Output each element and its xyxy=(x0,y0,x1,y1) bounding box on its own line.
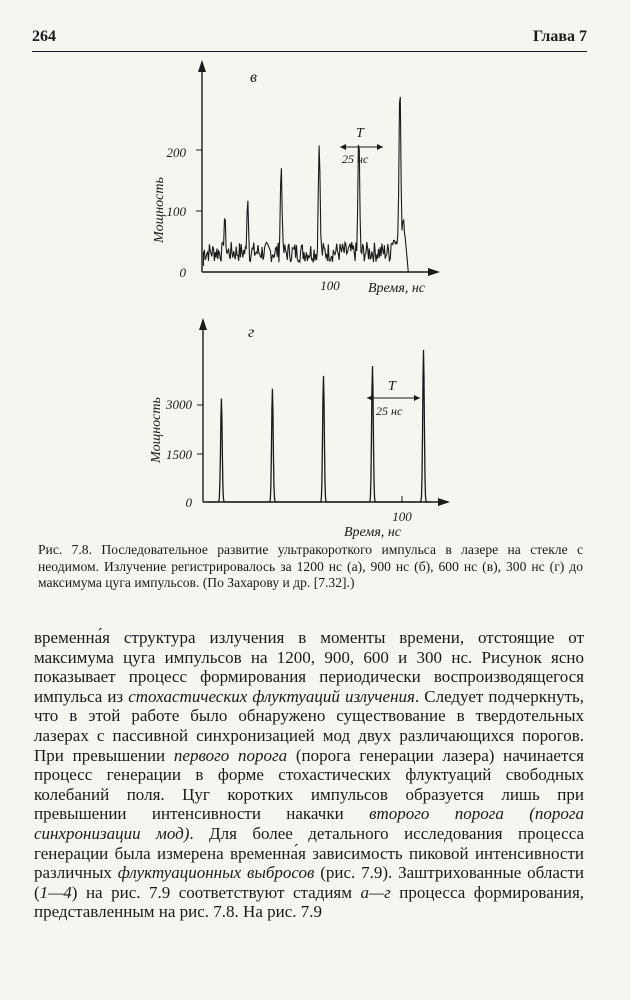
period-value-g: 25 нс xyxy=(376,404,403,418)
body-text-italic: стохастических флуктуаций излучения xyxy=(128,686,415,706)
body-text-run: процесса формирования, представленным на рис. 7.8. На рис. 7.9 xyxy=(34,882,585,922)
body-text-italic: 1—4 xyxy=(39,882,72,902)
body-text-run: (порога генерации лазера) начинается процесс генерации в форме стохастических флуктуаций свободных колебаний поля. Цуг коротких импульсов образуется лишь при превышении интенсивности накачки xyxy=(34,745,584,824)
x-tick-label-g-100: 100 xyxy=(392,509,412,524)
body-text-italic: флуктуационных выбросов xyxy=(117,863,315,883)
figure-caption xyxy=(38,542,583,592)
body-text-run: ) на рис. 7.9 соответствуют стадиям xyxy=(71,882,361,902)
signal-trace-g xyxy=(207,350,432,502)
period-value-v: 25 нс xyxy=(342,152,369,166)
y-tick-label-g-1500: 1500 xyxy=(166,447,192,462)
body-text-italic: а—г xyxy=(360,882,391,902)
period-arrowhead-left-g xyxy=(367,395,373,401)
panel-letter-v: в xyxy=(250,69,257,86)
y-axis-label-v: Мощность xyxy=(152,177,167,243)
signal-trace-v xyxy=(204,97,409,272)
period-label-v: T xyxy=(356,126,364,141)
body-paragraph xyxy=(34,628,584,922)
page-number: 264 xyxy=(32,28,56,45)
body-text-run: . Для более детального исследования процесса генерации была измерена временна́я зависимость пиковой интенсивности различных xyxy=(34,823,584,883)
x-axis-label-v: Время, нс xyxy=(368,281,426,296)
y-tick-label-g-3000: 3000 xyxy=(166,397,192,412)
y-axis-arrow-v xyxy=(198,60,206,72)
body-text-italic: первого порога xyxy=(173,745,288,765)
y-tick-label-v-0: 0 xyxy=(179,265,186,280)
period-arrowhead-left-v xyxy=(340,144,346,150)
chart-panel-v xyxy=(152,60,440,296)
body-text-run: . Следует подчеркнуть, что в этой работе было обнаружено существование в твердотельных лазерах с пассивной синхронизацией мод двух различающихся порогов. При превышении xyxy=(34,686,585,765)
x-axis-arrow-v xyxy=(428,268,440,276)
x-tick-label-v-100: 100 xyxy=(320,278,340,293)
period-arrowhead-right-v xyxy=(377,144,383,150)
x-axis-arrow-g xyxy=(438,498,450,506)
caption-text: Последовательное развитие ультракороткого импульса в лазере на стекле с неодимом. Излучение регистрировалось за 1200 нс (а), 900 нс (б), 600 нс (в), 300 нс (г) до максимума цуга импульсов. (По Захарову и др. [7.32].) xyxy=(38,542,583,590)
period-label-g: T xyxy=(388,379,396,394)
chart-panel-g xyxy=(149,318,450,540)
period-arrowhead-right-g xyxy=(414,395,420,401)
chapter-title: Глава 7 xyxy=(533,28,587,45)
panel-letter-g: г xyxy=(248,324,255,341)
y-axis-label-g: Мощность xyxy=(149,397,164,463)
caption-label: Рис. 7.8. xyxy=(38,542,93,557)
y-tick-label-v-100: 100 xyxy=(166,204,186,219)
body-text-run: временна́я структура излучения в моменты времени, отстоящие от максимума цуга импульсов на 1200, 900, 600 и 300 нс. Рисунок ясно показывает процесс формирования периодически воспроизводящегося импульса из xyxy=(34,628,584,706)
x-axis-label-g: Время, нс xyxy=(344,525,402,540)
y-tick-label-v-200: 200 xyxy=(166,145,186,160)
y-tick-label-g-0: 0 xyxy=(185,495,192,510)
body-text-run: (рис. 7.9). Заштрихованные области ( xyxy=(34,863,584,902)
body-text-italic: второго порога (порога синхронизации мод) xyxy=(34,804,585,843)
y-axis-arrow-g xyxy=(199,318,207,330)
